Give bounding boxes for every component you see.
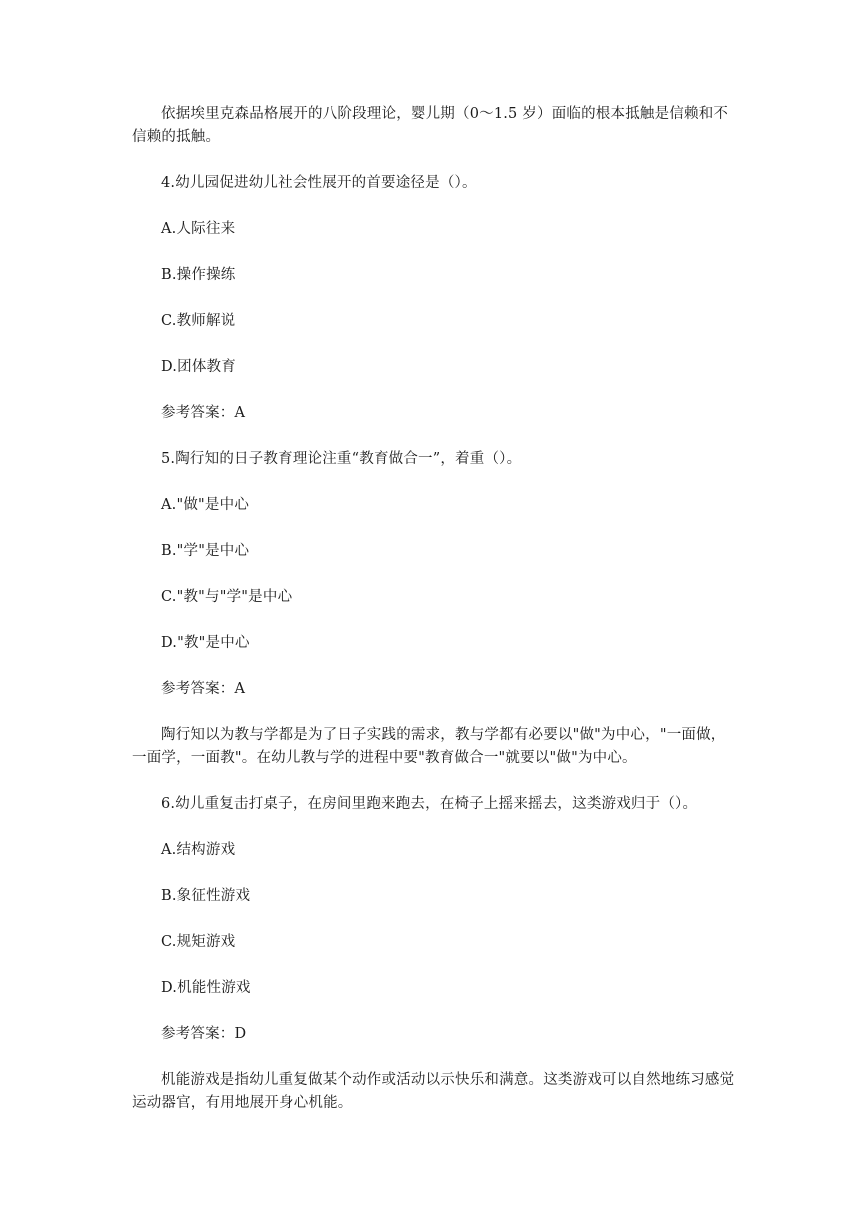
- question-5-option-c: C."教"与"学"是中心: [161, 589, 293, 605]
- question-5-option-a: A."做"是中心: [161, 497, 250, 513]
- document-page: [132, 103, 736, 1115]
- question-6-stem: 6.幼儿重复击打桌子，在房间里跑来跑去，在椅子上摇来摇去，这类游戏归于（）。: [161, 796, 698, 812]
- explanation-q3: 依据埃里克森品格展开的八阶段理论，婴儿期（0～1.5 岁）面临的根本抵触是信赖和不信赖的抵触。: [132, 106, 729, 145]
- question-5-answer: 参考答案：A: [161, 681, 246, 697]
- question-4-option-b: B.操作操练: [161, 267, 236, 283]
- question-6-explanation: 机能游戏是指幼儿重复做某个动作或活动以示快乐和满意。这类游戏可以自然地练习感觉运动器官，有用地展开身心机能。: [132, 1072, 735, 1111]
- question-4-answer: 参考答案：A: [161, 405, 246, 421]
- question-4-option-a: A.人际往来: [161, 221, 236, 237]
- question-4-stem: 4.幼儿园促进幼儿社会性展开的首要途径是（）。: [161, 175, 477, 191]
- question-4-option-c: C.教师解说: [161, 313, 236, 329]
- question-6-option-d: D.机能性游戏: [161, 980, 251, 996]
- question-5-explanation: 陶行知以为教与学都是为了日子实践的需求，教与学都有必要以"做"为中心，"一面做，一面学，一面教"。在幼儿教与学的进程中要"教育做合一"就要以"做"为中心。: [132, 727, 726, 766]
- question-6-option-b: B.象征性游戏: [161, 888, 251, 904]
- question-6-answer: 参考答案：D: [161, 1026, 247, 1042]
- question-5-option-d: D."教"是中心: [161, 635, 250, 651]
- question-5-option-b: B."学"是中心: [161, 543, 250, 559]
- question-6-option-a: A.结构游戏: [161, 842, 236, 858]
- question-4-option-d: D.团体教育: [161, 359, 236, 375]
- question-5-stem: 5.陶行知的日子教育理论注重“教育做合一”，着重（）。: [161, 451, 522, 467]
- question-6-option-c: C.规矩游戏: [161, 934, 236, 950]
